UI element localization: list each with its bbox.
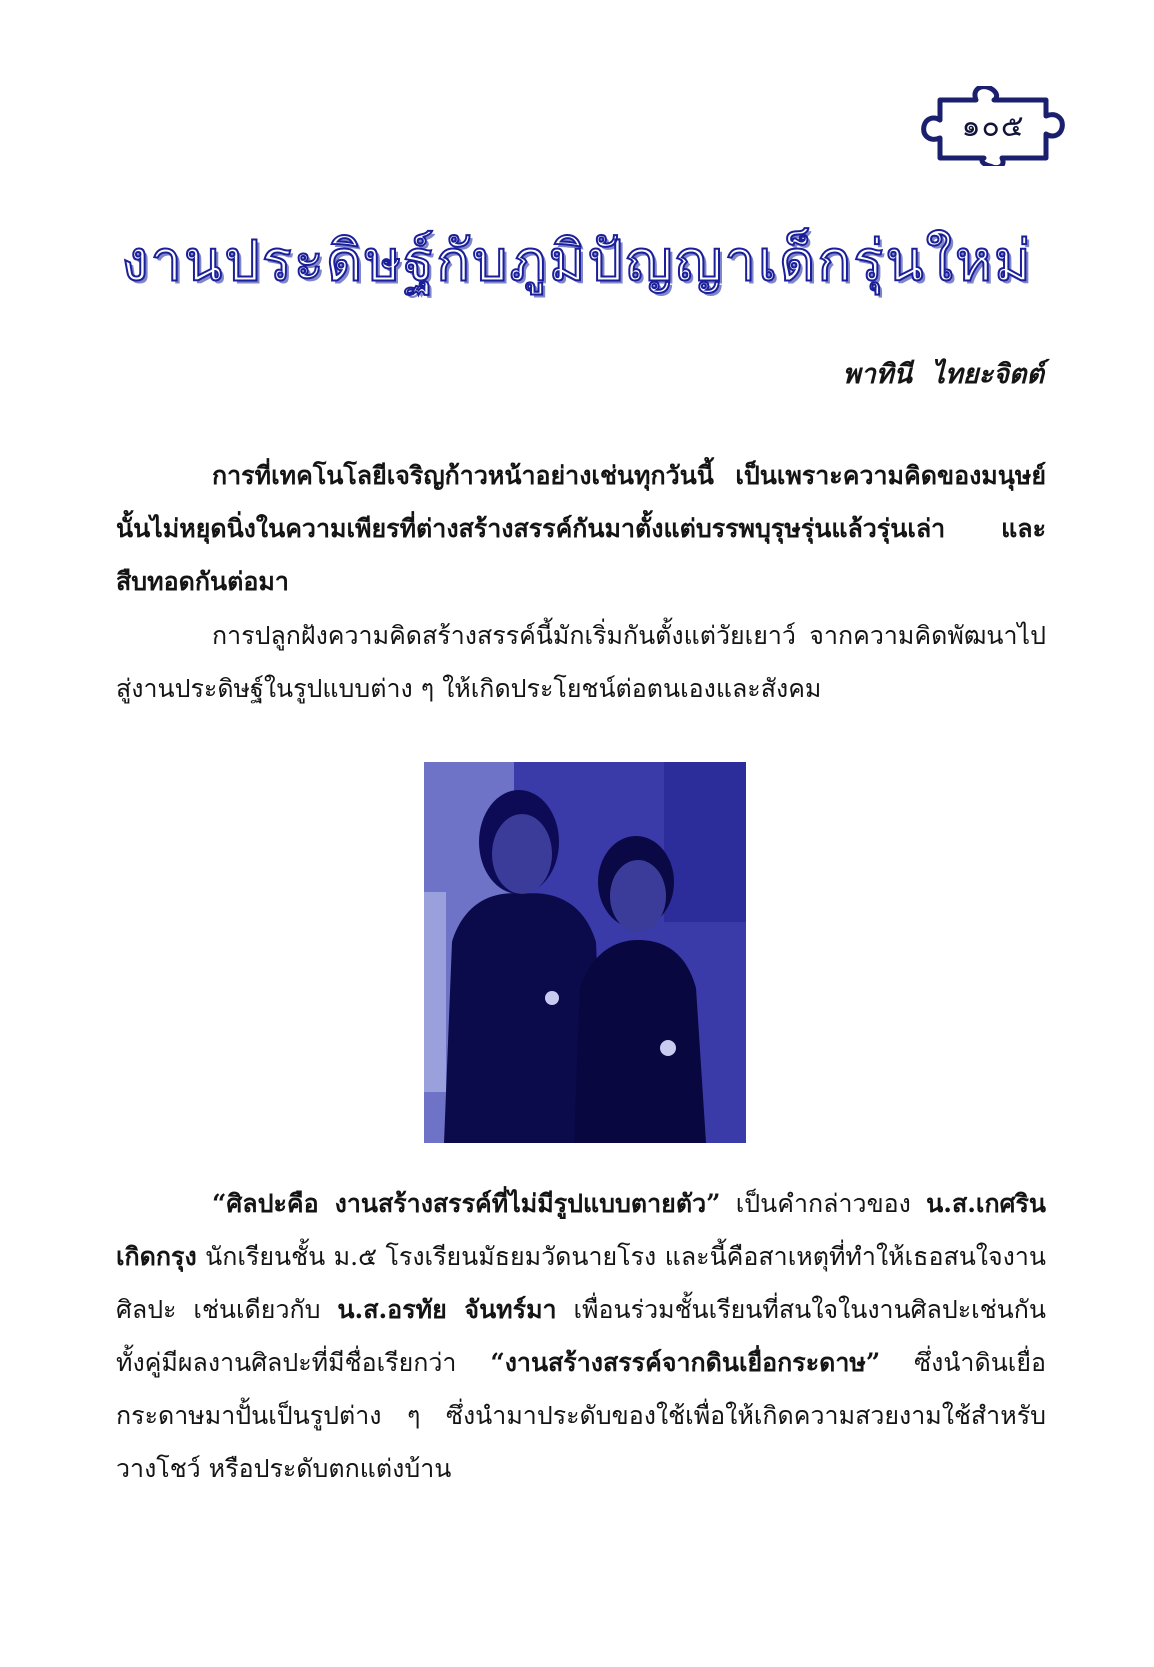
- paragraph-creativity: การปลูกฝังความคิดสร้างสรรค์นี้มักเริ่มกันตั้งแต่วัยเยาว์ จากความคิดพัฒนาไปสู่งานประดิษฐ์ในรูปแบบต่าง ๆ ให้เกิดประโยชน์ต่อตนเองและสังคม: [116, 621, 1046, 703]
- page-title: งานประดิษฐ์กับภูมิปัญญาเด็กรุ่นใหม่: [121, 229, 1033, 294]
- students-photo: [424, 762, 746, 1143]
- paragraph-text-segment: เป็นคำกล่าวของ: [720, 1189, 927, 1218]
- artwork-title: “งานสร้างสรรค์จากดินเยื่อกระดาษ”: [490, 1348, 881, 1377]
- author-name: พาทินี ไทยะจิตต์: [842, 359, 1044, 390]
- page-number-badge: [918, 86, 1068, 166]
- student-name-1: น.ส.เกศริน เกิดกรุง: [116, 1189, 1046, 1271]
- paragraph-students: [116, 1177, 1046, 1495]
- quote-text: “ศิลปะคือ งานสร้างสรรค์ที่ไม่มีรูปแบบตายตัว”: [212, 1189, 721, 1218]
- page-number: ๑๐๕: [961, 108, 1025, 144]
- student-name-2: น.ส.อรทัย จันทร์มา: [337, 1295, 557, 1324]
- paragraph-intro: การที่เทคโนโลยีเจริญก้าวหน้าอย่างเช่นทุกวันนี้ เป็นเพราะความคิดของมนุษย์นั้นไม่หยุดนิ่งในความเพียรที่ต่างสร้างสรรค์กันมาตั้งแต่บรรพบุรุษรุ่นแล้วรุ่นเล่า และสืบทอดกันต่อมา: [116, 461, 1046, 596]
- paragraph-text-segment: นักเรียนชั้น ม.๕ โรงเรียนมัธยมวัดนายโรง และนี้คือสาเหตุที่ทำให้เธอสนใจงานศิลปะ เช่นเดียวกับ: [116, 1242, 1046, 1324]
- paragraph-text-segment: ซึ่งนำดินเยื่อกระดาษมาปั้นเป็นรูปต่าง ๆ ซึ่งนำมาประดับของใช้เพื่อให้เกิดความสวยงามใช้สำหรับวางโชว์ หรือประดับตกแต่งบ้าน: [116, 1348, 1046, 1483]
- students-photo-image: [424, 762, 746, 1143]
- paragraph-text-segment: เพื่อนร่วมชั้นเรียนที่สนใจในงานศิลปะเช่นกัน ทั้งคู่มีผลงานศิลปะที่มีชื่อเรียกว่า: [116, 1295, 1046, 1377]
